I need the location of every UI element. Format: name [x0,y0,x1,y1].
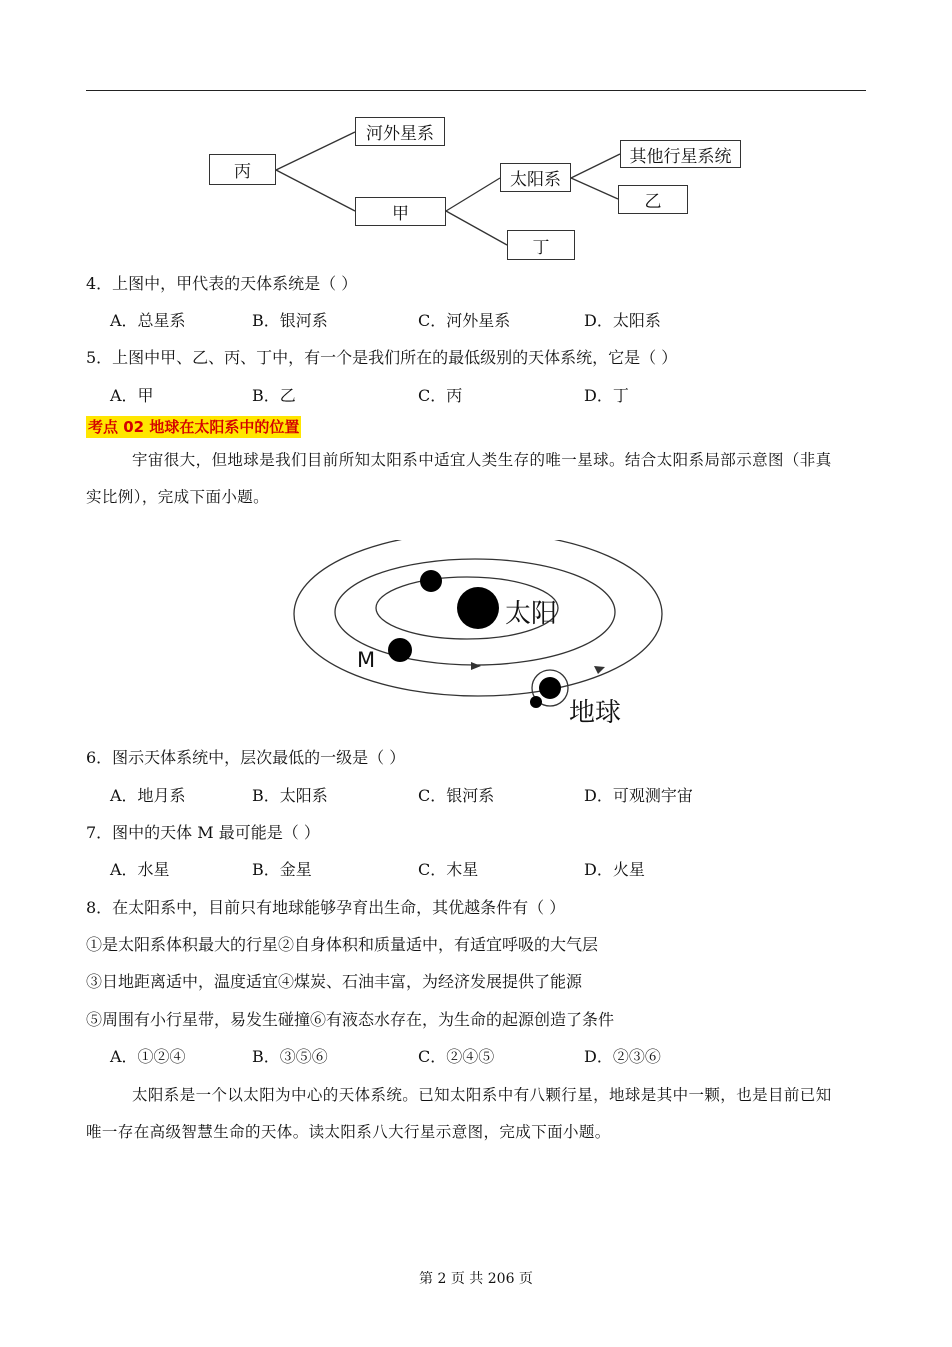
question-5-stem: 5．上图中甲、乙、丙、丁中，有一个是我们所在的最低级别的天体系统，它是（ ） [86,348,678,367]
q5-option-d: D．丁 [584,386,629,405]
earth-label: 地球 [569,698,622,728]
closing-paragraph-line-1: 太阳系是一个以太阳为中心的天体系统。已知太阳系中有八颗行星，地球是其中一颗，也是目前已知 [132,1086,832,1104]
q8-statement-3: ⑤周围有小行星带，易发生碰撞⑥有液态水存在，为生命的起源创造了条件 [86,1010,615,1029]
question-8-stem: 8．在太阳系中，目前只有地球能够孕育出生命，其优越条件有（ ） [86,898,566,917]
node-ding: 丁 [507,230,575,260]
diagram-connectors [0,0,952,270]
sun-icon [457,587,499,629]
q8-option-d: D．②③⑥ [584,1047,661,1066]
q5-option-a: A．甲 [110,386,154,405]
section-heading: 考点 02 地球在太阳系中的位置 [88,418,300,436]
middle-orbit-arrow [471,662,481,670]
q8-statement-1: ①是太阳系体积最大的行星②自身体积和质量适中，有适宜呼吸的大气层 [86,935,599,954]
node-jia: 甲 [355,197,446,226]
q4-option-b: B．银河系 [252,311,328,330]
node-taiyangxi: 太阳系 [500,163,571,192]
q8-option-a: A．①②④ [110,1047,186,1066]
sun-label: 太阳 [505,599,558,629]
q5-option-c: C．丙 [418,386,463,405]
q6-option-b: B．太阳系 [252,786,328,805]
page-footer: 第 2 页 共 206 页 [419,1271,533,1287]
moon-icon [530,696,542,708]
q8-option-b: B．③⑤⑥ [252,1047,328,1066]
inner-planet-icon [420,570,442,592]
q6-option-c: C．银河系 [418,786,495,805]
planet-m-icon [388,638,412,662]
q7-option-d: D．火星 [584,860,645,879]
question-4-stem: 4．上图中，甲代表的天体系统是（ ） [86,274,358,293]
q4-option-c: C．河外星系 [418,311,511,330]
solar-system-diagram [290,540,670,740]
node-bing: 丙 [209,154,276,185]
q4-option-a: A．总星系 [110,311,186,330]
node-qita-xingxing-xitong: 其他行星系统 [620,140,741,168]
outer-orbit-arrow [594,666,605,674]
node-yi: 乙 [618,185,688,214]
q7-option-b: B．金星 [252,860,312,879]
earth-icon [539,677,561,699]
question-6-stem: 6．图示天体系统中，层次最低的一级是（ ） [86,748,406,767]
question-7-stem: 7．图中的天体 M 最可能是（ ） [86,823,320,842]
node-hewai-xingxi: 河外星系 [355,117,445,146]
q8-statement-2: ③日地距离适中，温度适宜④煤炭、石油丰富，为经济发展提供了能源 [86,972,583,991]
planet-m-label: M [357,648,376,672]
section-intro-line-2: 实比例），完成下面小题。 [86,488,270,506]
q8-option-c: C．②④⑤ [418,1047,495,1066]
q7-option-a: A．水星 [110,860,170,879]
q6-option-a: A．地月系 [110,786,186,805]
q5-option-b: B．乙 [252,386,296,405]
q7-option-c: C．木星 [418,860,479,879]
q6-option-d: D．可观测宇宙 [584,786,693,805]
closing-paragraph-line-2: 唯一存在高级智慧生命的天体。读太阳系八大行星示意图，完成下面小题。 [86,1123,611,1141]
section-intro-line-1: 宇宙很大，但地球是我们目前所知太阳系中适宜人类生存的唯一星球。结合太阳系局部示意图（非真 [132,451,832,469]
q4-option-d: D．太阳系 [584,311,661,330]
